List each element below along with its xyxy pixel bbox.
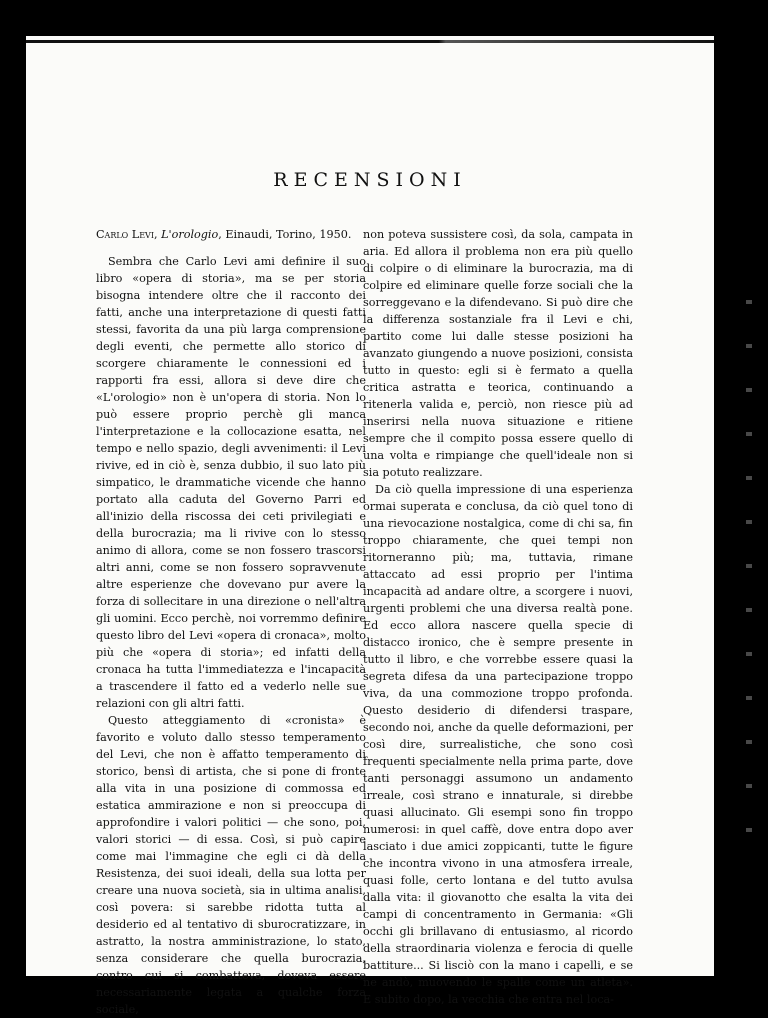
document-page <box>26 36 714 1016</box>
left-paragraph-2: Questo atteggiamento di «cronista» è favorito e voluto dallo stesso temperamento del Levi, che non è affatto temperamento di storico, bensì di artista, che si pone di fronte alla vita in una posizione di commossa ed estatica ammirazione e non si preoccupa di approfondire i valori politici — che sono, poi, valori storici — di essa. Così, si può capire come mai l'immagine che egli ci dà della Resistenza, dei suoi ideali, della sua lotta per creare una nuova società, sia in ultima analisi, così povera: si sarebbe ridotta tutta al desiderio ed al tentativo di sburocratizzare, in astratto, la nostra amministrazione, lo stato, senza considerare che quella burocrazia, contro cui si combatteva, doveva essere necessariamente legata a qualche forza sociale, <box>96 714 366 1016</box>
scan-frame <box>6 10 758 1016</box>
top-border <box>26 40 714 43</box>
right-column <box>363 226 633 1008</box>
right-paragraph-1: non poteva sussistere così, da sola, campata in aria. Ed allora il problema non era più quello di colpire o di eliminare la burocrazia, ma di colpire ed eliminare quelle forze sociali che la sorreggevano e la difendevano. Si può dire che la differenza sostanziale fra il Levi e chi, partito come lui dalle stesse posizioni ha avanzato giungendo a nuove posizioni, consista tutto in questo: egli si è fermato a quella critica astratta e teorica, continuando a ritenerla valida e, perciò, non riesce più ad inserirsi nella nuova situazione e ritiene sempre che il compito possa essere quello di una volta e rimpiange che quell'ideale non si sia potuto realizzare. <box>363 228 633 479</box>
left-paragraph-1: Sembra che Carlo Levi ami definire il suo libro «opera di storia», ma se per storia bisogna intendere oltre che il racconto dei fatti, anche una interpretazione di questi fatti stessi, favorita da una più larga comprensione degli eventi, che permette allo storico di scorgere chiaramente le connessioni ed i rapporti fra essi, allora si deve dire che «L'orologio» non è un'opera di storia. Non lo può essere proprio perchè gli manca l'interpretazione e la collocazione esatta, nel tempo e nello spazio, degli avvenimenti: il Levi rivive, ed in ciò è, senza dubbio, il suo lato più simpatico, le drammatiche vicende che hanno portato alla caduta del Governo Parri ed all'inizio della riscossa dei ceti privilegiati e della burocrazia; ma li rivive con lo stesso animo di allora, come se non fossero trascorsi altri anni, come se non fossero sopravvenute altre esperienze che dovevano pur avere la forza di sollecitare in una direzione o nell'altra gli uomini. Ecco perchè, noi vorremmo definire questo libro del Levi «opera di cronaca», molto più che «opera di storia»; ed infatti della cronaca ha tutta l'immediatezza e l'incapacità a trascendere il fatto ed a vederlo nelle sue relazioni con gli altri fatti. <box>96 255 366 710</box>
right-paragraph-2: Da ciò quella impressione di una esperienza ormai superata e conclusa, da ciò quel tono di una rievocazione nostalgica, come di chi sa, fin troppo chiaramente, che quei tempi non ritorneranno più; ma, tuttavia, rimane attaccato ad essi proprio per l'intima incapacità ad andare oltre, a scorgere i nuovi, urgenti problemi che una diversa realtà pone. Ed ecco allora nascere quella specie di distacco ironico, che è sempre presente in tutto il libro, e che vorrebbe essere quasi la segreta difesa da una partecipazione troppo viva, da una commozione troppo profonda. Questo desiderio di difendersi traspare, secondo noi, anche da quelle deformazioni, per così dire, surrealistiche, che sono così frequenti specialmente nella prima parte, dove tanti personaggi assumono un andamento irreale, così strano e innaturale, si direbbe quasi allucinato. Gli esempi sono fin troppo numerosi: in quel caffè, dove entra dopo aver lasciato i due amici zoppicanti, tutte le figure che incontra vivono in una atmosfera irreale, quasi folle, certo lontana e del tutto avulsa dalla vita: il giovanotto che esalta la vita dei campi di concentramento in Germania: «Gli occhi gli brillavano di entusiasmo, al ricordo della straordinaria violenza e ferocia di quelle battiture... Si lisciò con la mano i capelli, e se ne andò, muovendo le spalle come un atleta». E subito dopo, la vecchia che entra nel loca- <box>363 483 633 1006</box>
left-column <box>96 226 366 1018</box>
book-citation: Carlo Levi, L'orologio, Einaudi, Torino, 1950. <box>96 228 352 241</box>
citation-title: L'orologio <box>161 228 219 241</box>
scan-edge-marks <box>746 260 752 860</box>
section-heading: RECENSIONI <box>273 169 467 191</box>
citation-author: Carlo Levi <box>96 228 154 241</box>
citation-rest: , Einaudi, Torino, 1950. <box>218 228 352 241</box>
